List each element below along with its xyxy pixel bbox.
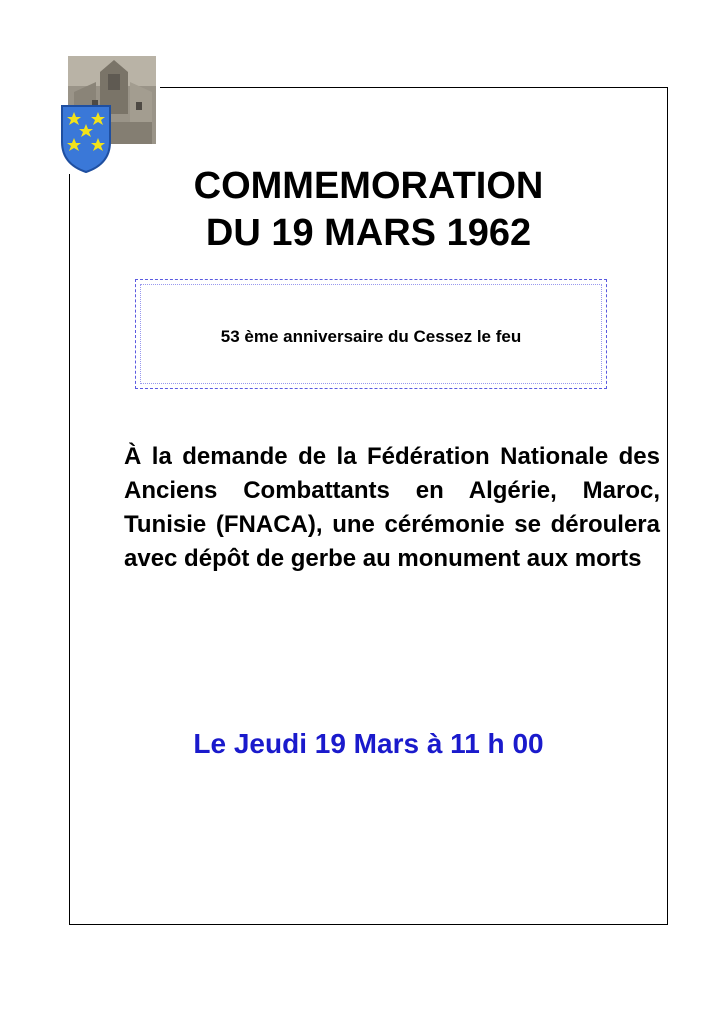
page-title	[69, 163, 668, 257]
event-date: Le Jeudi 19 Mars à 11 h 00	[193, 728, 544, 759]
village-crest-icon	[52, 52, 160, 174]
subtitle: 53 ème anniversaire du Cessez le feu	[220, 327, 522, 346]
body-paragraph: À la demande de la Fédération Nationale des Anciens Combattants en Algérie, Maroc, Tunisie (FNACA), une cérémonie se déroulera avec dépôt de gerbe au monument aux morts	[124, 443, 660, 572]
title-line-1: COMMEMORATION	[193, 165, 544, 207]
title-line-2: DU 19 MARS 1962	[205, 212, 532, 254]
